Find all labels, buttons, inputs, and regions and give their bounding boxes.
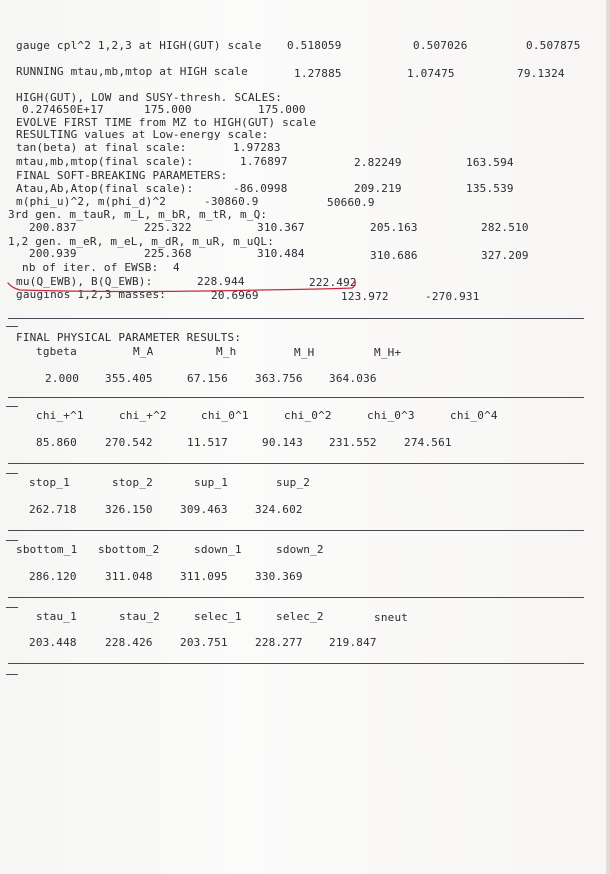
stop-header-4: sup_2 (276, 476, 311, 489)
section-dash (6, 674, 18, 675)
soft-header: FINAL SOFT-BREAKING PARAMETERS: (16, 169, 228, 182)
gen3-value-2: 225.322 (144, 221, 192, 234)
chi-value-6: 274.561 (404, 436, 452, 449)
gen3-value-3: 310.367 (257, 221, 305, 234)
gauginos-value-2: 123.972 (341, 290, 389, 303)
section-dash (6, 406, 18, 407)
running-value-2: 1.07475 (407, 67, 455, 80)
niter-label: nb of iter. of EWSB: (22, 261, 159, 274)
section-divider (8, 663, 584, 664)
gen12-value-3: 310.484 (257, 247, 305, 260)
section-divider (8, 318, 584, 319)
higgs-header-mhp: M_H+ (374, 346, 402, 359)
chi-header-6: chi_0^4 (450, 409, 498, 422)
page-edge-shadow (606, 0, 610, 874)
gauginos-value-3: -270.931 (425, 290, 480, 303)
atau-value-2: 209.219 (354, 182, 402, 195)
masses-final-value-2: 2.82249 (354, 156, 402, 169)
atau-label: Atau,Ab,Atop(final scale): (16, 182, 194, 195)
gen12-value-4: 310.686 (370, 249, 418, 262)
tanbeta-value: 1.97283 (233, 141, 281, 154)
section-dash (6, 540, 18, 541)
sbottom-value-1: 286.120 (29, 570, 77, 583)
stau-value-4: 228.277 (255, 636, 303, 649)
gauge-label: gauge cpl^2 1,2,3 at HIGH(GUT) scale (16, 39, 262, 52)
sbottom-header-3: sdown_1 (194, 543, 242, 556)
chi-value-1: 85.860 (36, 436, 77, 449)
atau-value-1: -86.0998 (233, 182, 288, 195)
masses-final-label: mtau,mb,mtop(final scale): (16, 155, 194, 168)
chi-header-2: chi_+^2 (119, 409, 167, 422)
section-dash (6, 607, 18, 608)
niter-value: 4 (173, 261, 180, 274)
chi-header-4: chi_0^2 (284, 409, 332, 422)
chi-value-2: 270.542 (105, 436, 153, 449)
higgs-header-mh: M_h (216, 345, 237, 358)
stop-value-4: 324.602 (255, 503, 303, 516)
sbottom-header-1: sbottom_1 (16, 543, 78, 556)
stau-header-3: selec_1 (194, 610, 242, 623)
sbottom-value-4: 330.369 (255, 570, 303, 583)
gen12-value-2: 225.368 (144, 247, 192, 260)
chi-header-1: chi_+^1 (36, 409, 84, 422)
stop-header-3: sup_1 (194, 476, 229, 489)
stau-value-2: 228.426 (105, 636, 153, 649)
stop-value-1: 262.718 (29, 503, 77, 516)
mphi-value-1: -30860.9 (204, 195, 259, 208)
higgs-value-mhp: 364.036 (329, 372, 377, 385)
gen3-label: 3rd gen. m_tauR, m_L, m_bR, m_tR, m_Q: (8, 208, 268, 221)
section-divider (8, 463, 584, 464)
mu-value-1: 228.944 (197, 275, 245, 288)
gen12-value-5: 327.209 (481, 249, 529, 262)
section-divider (8, 530, 584, 531)
section-divider (8, 597, 584, 598)
stop-header-1: stop_1 (29, 476, 70, 489)
higgs-header-tgbeta: tgbeta (36, 345, 77, 358)
stop-header-2: stop_2 (112, 476, 153, 489)
evolve-line: EVOLVE FIRST TIME from MZ to HIGH(GUT) scale (16, 116, 317, 129)
gauge-value-1: 0.518059 (287, 39, 342, 52)
gen3-value-5: 282.510 (481, 221, 529, 234)
running-label: RUNNING mtau,mb,mtop at HIGH scale (16, 65, 248, 78)
stop-value-2: 326.150 (105, 503, 153, 516)
tanbeta-label: tan(beta) at final scale: (16, 141, 187, 154)
stau-value-3: 203.751 (180, 636, 228, 649)
higgs-value-mhh: 363.756 (255, 372, 303, 385)
scales-value-2: 175.000 (144, 103, 192, 116)
stau-header-1: stau_1 (36, 610, 77, 623)
higgs-header-ma: M_A (133, 345, 154, 358)
gen3-value-4: 205.163 (370, 221, 418, 234)
stau-header-4: selec_2 (276, 610, 324, 623)
gauge-value-2: 0.507026 (413, 39, 468, 52)
mphi-value-2: 50660.9 (327, 196, 375, 209)
gen12-value-1: 200.939 (29, 247, 77, 260)
running-value-3: 79.1324 (517, 67, 565, 80)
mu-label: mu(Q_EWB), B(Q_EWB): (16, 275, 153, 288)
scales-value-3: 175.000 (258, 103, 306, 116)
scales-value-1: 0.274650E+17 (22, 103, 104, 116)
section-divider (8, 397, 584, 398)
chi-value-3: 11.517 (187, 436, 228, 449)
chi-value-5: 231.552 (329, 436, 377, 449)
stop-value-3: 309.463 (180, 503, 228, 516)
resulting-line: RESULTING values at Low-energy scale: (16, 128, 269, 141)
gen3-value-1: 200.837 (29, 221, 77, 234)
gen12-label: 1,2 gen. m_eR, m_eL, m_dR, m_uR, m_uQL: (8, 235, 275, 248)
final-results-header: FINAL PHYSICAL PARAMETER RESULTS: (16, 331, 242, 344)
masses-final-value-1: 1.76897 (240, 155, 288, 168)
sbottom-value-2: 311.048 (105, 570, 153, 583)
chi-header-5: chi_0^3 (367, 409, 415, 422)
chi-header-3: chi_0^1 (201, 409, 249, 422)
gauginos-value-1: 20.6969 (211, 289, 259, 302)
atau-value-3: 135.539 (466, 182, 514, 195)
sbottom-value-3: 311.095 (180, 570, 228, 583)
stau-value-5: 219.847 (329, 636, 377, 649)
mphi-label: m(phi_u)^2, m(phi_d)^2 (16, 195, 167, 208)
section-dash (6, 326, 18, 327)
stau-header-2: stau_2 (119, 610, 160, 623)
higgs-value-tgbeta: 2.000 (45, 372, 80, 385)
higgs-value-mh: 67.156 (187, 372, 228, 385)
sbottom-header-4: sdown_2 (276, 543, 324, 556)
higgs-header-mhh: M_H (294, 346, 315, 359)
scales-label: HIGH(GUT), LOW and SUSY-thresh. SCALES: (16, 91, 283, 104)
mu-value-2: 222.492 (309, 276, 357, 289)
stau-value-1: 203.448 (29, 636, 77, 649)
running-value-1: 1.27885 (294, 67, 342, 80)
stau-header-5: sneut (374, 611, 409, 624)
section-dash (6, 473, 18, 474)
masses-final-value-3: 163.594 (466, 156, 514, 169)
sbottom-header-2: sbottom_2 (98, 543, 160, 556)
gauge-value-3: 0.507875 (526, 39, 581, 52)
gauginos-label: gauginos 1,2,3 masses: (16, 288, 167, 301)
chi-value-4: 90.143 (262, 436, 303, 449)
higgs-value-ma: 355.405 (105, 372, 153, 385)
